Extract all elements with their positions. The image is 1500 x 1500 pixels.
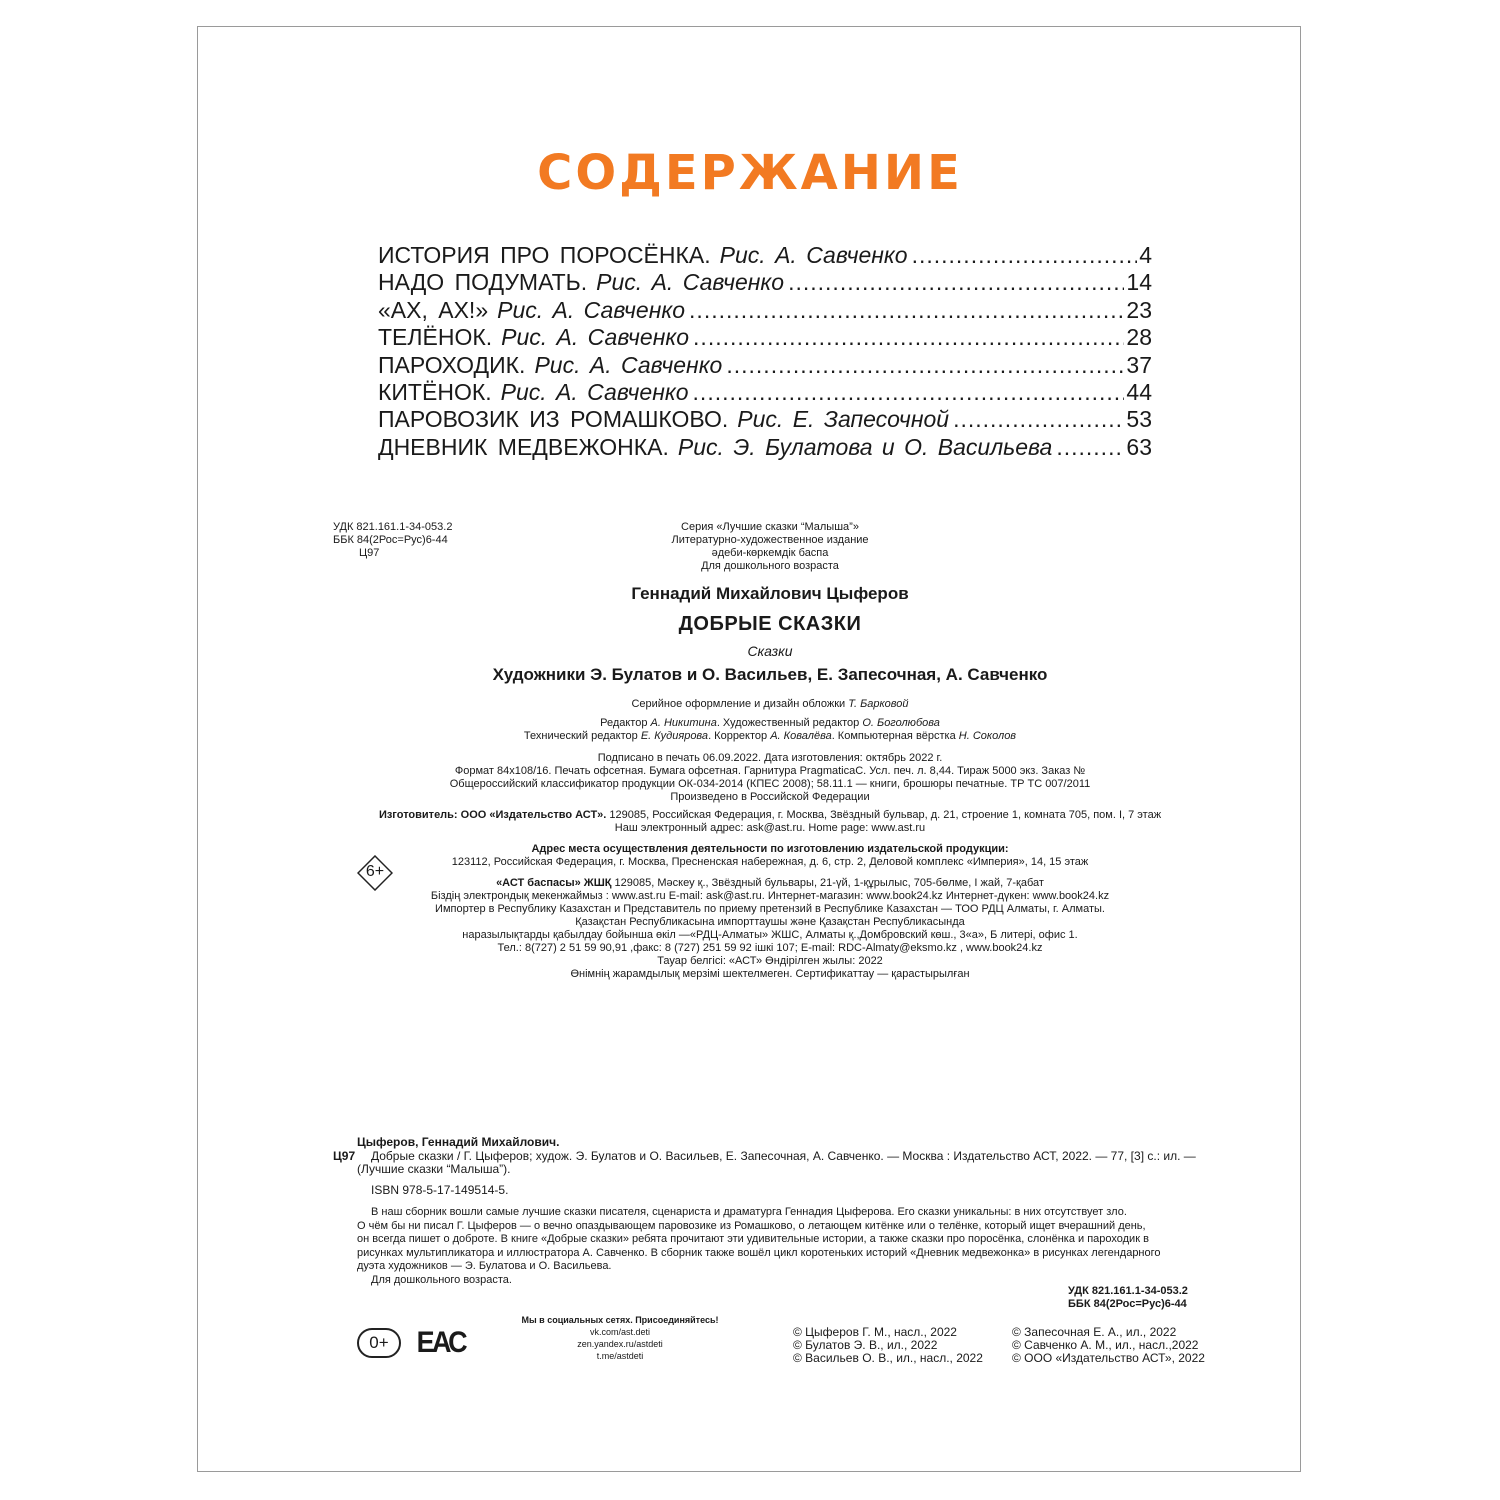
credit-name: А. Ковалёва [770,730,832,742]
toc-entry-page: 63 [1126,433,1152,460]
book-title: ДОБРЫЕ СКАЗКИ [678,613,862,635]
bbk-right-line: ББК 84(2Рос=Рус)6-44 [1068,1298,1187,1310]
annotation-line: О чём бы ни писал Г. Цыферов — о вечно опаздывающем паровозике из Ромашково, о летающем китёнке или о телёнке, который ищет вчерашний день, [357,1219,1146,1232]
social-heading: Мы в социальных сетях. Присоединяйтесь! [521,1315,719,1325]
annotation-line: дуэта художников — Э. Булатова и О. Васильева. [357,1260,612,1273]
toc-entry-page: 14 [1126,269,1152,296]
print-info-line: Подписано в печать 06.09.2022. Дата изготовления: октябрь 2022 г. [597,752,943,764]
credit-text: Серийное оформление и дизайн обложки [631,698,846,710]
toc-entry-title: ПАРОВОЗИК ИЗ РОМАШКОВО. [378,406,729,433]
toc-entry-title: ДНЕВНИК МЕДВЕЖОНКА. [378,433,669,460]
annotation-line: он всегда пишет о доброте. В книге «Добрые сказки» ребята прочитают эти удивительные истории, а также сказки про поросёнка, слонёнка и пароходик в [357,1233,1149,1246]
editors-line-2 [420,730,1120,743]
copyright-left [793,1326,983,1365]
copyright-line: © Цыферов Г. М., насл., 2022 [793,1325,957,1339]
editors-line-1 [470,717,1070,730]
kz-line: Импортер в Республику Казахстан и Представитель по приему претензий в Республике Казахстан — ТОО РДЦ Алматы, г. Алматы. [435,903,1105,915]
credit-text: Технический редактор [523,730,638,742]
toc-entry-illustrator: Рис. А. Савченко [719,242,908,268]
credit-name: Т. Барковой [848,698,909,710]
copyright-line: © Запесочная Е. А., ил., 2022 [1012,1325,1177,1339]
toc-leader-dots [788,269,1124,296]
toc-leader-dots [693,324,1124,351]
catalog-isbn: ISBN 978-5-17-149514-5. [371,1183,509,1197]
udk-left-line: УДК 821.161.1-34-053.2 [333,521,453,533]
toc-entry [378,242,1152,269]
toc-entry [378,297,1152,324]
kz-publisher-line [370,877,1170,890]
toc-entry-title: КИТЁНОК. [378,378,492,405]
toc-entry-illustrator: Рис. Е. Запесочной [737,406,950,433]
manufacturer-line [300,809,1240,822]
copyright-right [1012,1326,1205,1365]
kz-line: Қазақстан Республикасына импорттаушы және Қазақстан Республикасында [575,916,965,928]
toc-entry [378,352,1152,379]
copyright-line: © Булатов Э. В., ил., 2022 [793,1338,938,1352]
toc-entry-page: 37 [1126,351,1152,378]
toc-entry-illustrator: Рис. А. Савченко [534,351,723,378]
kz-line: Тел.: 8(727) 2 51 59 90,91 ,факс: 8 (727) 251 59 92 ішкі 107; E-mail: RDC-Almaty@eksmo.kz , www.book24.kz [497,942,1043,954]
design-credit [470,698,1070,711]
bbk-left-line: ББК 84(2Рос=Рус)6-44 [333,534,448,546]
genre: Сказки [747,643,793,659]
credit-name: О. Боголюбова [862,717,940,729]
author-name: Геннадий Михайлович Цыферов [631,584,909,603]
toc-entry-page: 23 [1126,296,1152,323]
kz-publisher-name: «АСТ баспасы» ЖШҚ [496,877,612,889]
address-line: 123112, Российская Федерация, г. Москва, Пресненская набережная, д. 6, стр. 2, Деловой комплекс «Империя», 14, 15 этаж [451,856,1089,868]
email-line: Наш электронный адрес: ask@ast.ru. Home page: www.ast.ru [614,822,926,834]
toc-entry [378,324,1152,351]
print-info-line: Произведено в Российской Федерации [670,791,870,803]
toc-entry-page: 4 [1139,242,1152,268]
catalog-description: (Лучшие сказки “Малыша”). [357,1162,511,1176]
print-info-line: Формат 84x108/16. Печать офсетная. Бумага офсетная. Гарнитура PragmaticaC. Усл. печ. л. 8,44. Тираж 5000 экз. Заказ № [454,765,1086,777]
toc-entry-illustrator: Рис. А. Савченко [596,269,785,296]
print-info [370,752,1170,804]
toc-entry-title: ПАРОХОДИК. [378,351,526,378]
credit-text: Редактор [600,717,648,729]
address-heading: Адрес места осуществления деятельности по изготовлению издательской продукции: [531,843,1009,855]
toc-leader-dots [689,297,1124,324]
copyright-line: © ООО «Издательство АСТ», 2022 [1012,1351,1205,1365]
toc-entry-title: ТЕЛЁНОК. [378,324,493,351]
artists-line: Художники Э. Булатов и О. Васильев, Е. Запесочная, А. Савченко [492,665,1048,684]
toc-heading: СОДЕРЖАНИЕ [537,145,963,201]
credit-name: А. Никитина [650,717,717,729]
toc-leader-dots [693,379,1125,406]
copyright-line: © Васильев О. В., ил., насл., 2022 [793,1351,983,1365]
social-link-zen[interactable]: zen.yandex.ru/astdeti [577,1339,663,1349]
annotation-line: В наш сборник вошли самые лучшие сказки писателя, сценариста и драматурга Геннадия Цыферова. Его сказки уникальны: в них отсутствует зло. [371,1206,1127,1218]
copyright-line: © Савченко А. М., ил., насл.,2022 [1012,1338,1199,1352]
kz-block [320,890,1220,981]
toc-entry [378,434,1152,461]
toc-entry-title: ИСТОРИЯ ПРО ПОРОСЁНКА. [378,242,711,268]
toc-entry [378,269,1152,296]
udk-left-block [333,521,452,560]
table-of-contents [378,242,1152,461]
credit-name: Е. Кудиярова [640,730,709,742]
credit-text: . Корректор [708,730,768,742]
toc-entry-illustrator: Рис. А. Савченко [497,296,686,323]
toc-leader-dots [953,406,1124,433]
udk-right-line: УДК 821.161.1-34-053.2 [1068,1285,1188,1297]
social-block [500,1314,740,1362]
manufacturer-address: 129085, Российская Федерация, г. Москва, Звёздный бульвар, д. 21, строение 1, комната 705, пом. I, 7 этаж [606,809,1162,821]
kz-line: Тауар белгісі: «АСТ» Өндірілген жылы: 2022 [657,955,883,967]
credit-text: . Компьютерная вёрстка [831,730,956,742]
credit-name: Н. Соколов [958,730,1017,742]
eac-mark-icon: ЕАС [416,1326,465,1359]
kz-line: Өнімнің жарамдылық мерзімі шектелмеген. Сертификаттау — қарастырылған [570,968,970,980]
toc-entry-illustrator: Рис. Э. Булатова и О. Васильева [677,433,1053,460]
annotation-audience: Для дошкольного возраста. [371,1273,512,1286]
toc-entry-title: НАДО ПОДУМАТЬ. [378,269,588,296]
toc-leader-dots [1056,434,1124,461]
toc-entry-page: 44 [1126,378,1152,405]
udk-right-block [1068,1285,1188,1311]
series-line: Для дошкольного возраста [701,560,839,572]
series-line: Серия «Лучшие сказки “Малыша”» [681,521,859,533]
credit-text: . Художественный редактор [716,717,860,729]
code-left-line: Ц97 [359,547,380,559]
catalog-annotation [357,1206,1161,1288]
social-link-telegram[interactable]: t.me/astdeti [596,1351,644,1361]
catalog-code: Ц97 [333,1149,356,1163]
toc-entry-illustrator: Рис. А. Савченко [501,324,690,351]
toc-entry-illustrator: Рис. А. Савченко [500,378,689,405]
manufacturer-name: Изготовитель: ООО «Издательство АСТ». [378,809,607,821]
toc-leader-dots [726,352,1124,379]
kz-line: наразылықтарды қабылдау бойынша өкіл —«РДЦ-Алматы» ЖШС, Алматы қ.,Домбровский көш., 3«а», Б литері, офис 1. [462,929,1078,941]
series-line: Литературно-художественное издание [671,534,869,546]
kz-line: Біздің электрондық мекенжаймыз : www.ast.ru E-mail: ask@ast.ru. Интернет-магазин: www.book24.kz Интернет-дүкен: www.book24.kz [430,890,1110,902]
toc-entry [378,406,1152,433]
catalog-author: Цыферов, Геннадий Михайлович. [357,1135,560,1149]
kz-publisher-address: 129085, Мәскеу қ., Звёздный бульвары, 21-үй, 1-құрылыс, 705-бөлме, I жай, 7-қабат [611,877,1044,889]
toc-entry [378,379,1152,406]
age-rating-0-badge: 0+ [357,1328,401,1358]
toc-entry-page: 53 [1126,406,1152,433]
print-info-line: Общероссийский классификатор продукции ОК-034-2014 (КПЕС 2008); 58.11.1 — книги, брошюры печатные. ТР ТС 007/2011 [449,778,1091,790]
annotation-line: рисунках мультипликатора и иллюстратора А. Савченко. В сборник также вошёл цикл коротеньких историй «Дневник медвежонка» в рисунках легендарного [357,1246,1161,1259]
toc-entry-title: «АХ, АХ!» [378,296,489,323]
series-line: әдеби-көркемдік баспа [711,547,829,559]
age-rating-6-label: 6+ [365,863,385,880]
toc-entry-page: 28 [1126,324,1152,351]
social-link-vk[interactable]: vk.com/ast.deti [589,1327,651,1337]
series-block [570,521,970,573]
toc-leader-dots [912,242,1138,269]
catalog-description: Добрые сказки / Г. Цыферов; худож. Э. Булатов и О. Васильев, Е. Запесочная, А. Савченко. — Москва : Издательство АСТ, 2022. — 77, [3] с.: ил. — [371,1149,1196,1163]
